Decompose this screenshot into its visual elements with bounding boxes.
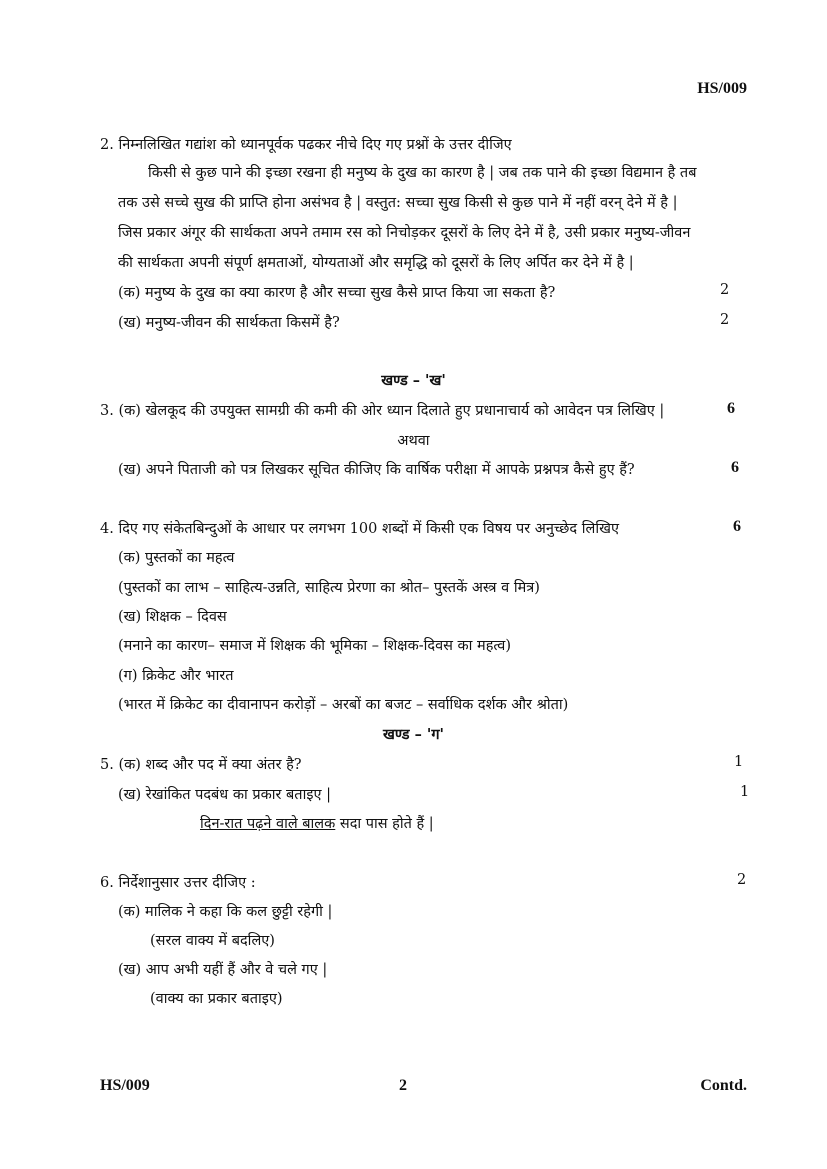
q2-title: 2. निम्नलिखित गद्यांश को ध्यानपूर्वक पढकर नीचे दिए गए प्रश्नों के उत्तर दीजिए (100, 137, 512, 153)
q5-b: (ख) रेखांकित पदबंध का प्रकार बताइए | (118, 787, 331, 803)
q4-item: (ग) क्रिकेट और भारत (118, 668, 234, 684)
q5-a: 5. (क) शब्द और पद में क्या अंतर है? (100, 757, 302, 773)
sentence-rest: सदा पास होते हैं | (335, 816, 434, 832)
q3-b-marks: 6 (731, 459, 739, 476)
q5-b-marks: 1 (740, 784, 750, 800)
q2-b-marks: 2 (720, 312, 730, 328)
q4-marks: 6 (733, 518, 741, 535)
q2-passage-line: तक उसे सच्चे सुख की प्राप्ति होना असंभव है | वस्तुत: सच्चा सुख किसी से कुछ पाने में नहीं वरन् देने में है | (118, 195, 678, 211)
q4-title: 4. दिए गए संकेतबिन्दुओं के आधार पर लगभग 100 शब्दों में किसी एक विषय पर अनुच्छेद लिखिए (100, 521, 619, 537)
q6-a-hint: (सरल वाक्य में बदलिए) (150, 933, 275, 949)
q2-b: (ख) मनुष्य-जीवन की सार्थकता किसमें है? (118, 315, 340, 331)
q2-a-marks: 2 (720, 282, 730, 298)
q2-passage-line: की सार्थकता अपनी संपूर्ण क्षमताओं, योग्यताओं और समृद्धि को दूसरों के लिए अर्पित कर देने में है | (118, 255, 634, 271)
q6-b-hint: (वाक्य का प्रकार बताइए) (150, 991, 283, 1007)
section-kha-heading: खण्ड – 'ख' (381, 372, 446, 389)
section-ga-heading: खण्ड – 'ग' (383, 726, 444, 743)
header-code: HS/009 (697, 80, 747, 97)
q4-item: (मनाने का कारण– समाज में शिक्षक की भूमिका – शिक्षक-दिवस का महत्व) (118, 638, 511, 654)
q6-b: (ख) आप अभी यहीं हैं और वे चले गए | (118, 962, 328, 978)
q4-item: (पुस्तकों का लाभ – साहित्य-उन्नति, साहित्य प्रेरणा का श्रोत– पुस्तकें अस्त्र व मित्र) (118, 580, 540, 596)
q6-marks: 2 (737, 872, 747, 888)
q2-a: (क) मनुष्य के दुख का क्या कारण है और सच्चा सुख कैसे प्राप्त किया जा सकता है? (118, 285, 556, 301)
q2-passage-line: किसी से कुछ पाने की इच्छा रखना ही मनुष्य के दुख का कारण है | जब तक पाने की इच्छा विद्यमान है तब (148, 165, 697, 181)
q5-sentence (200, 813, 434, 833)
q2-passage-line: जिस प्रकार अंगूर की सार्थकता अपने तमाम रस को निचोड़कर दूसरों के लिए देने में है, उसी प्रकार मनुष्य-जीवन (118, 225, 691, 241)
footer-contd: Contd. (700, 1077, 747, 1094)
underlined-phrase: दिन-रात पढ़ने वाले बालक (200, 816, 336, 832)
q4-item: (क) पुस्तकों का महत्व (118, 550, 235, 566)
q6-title: 6. निर्देशानुसार उत्तर दीजिए : (100, 875, 256, 891)
q6-a: (क) मालिक ने कहा कि कल छुट्टी रहेगी | (118, 904, 333, 920)
q3-a: 3. (क) खेलकूद की उपयुक्त सामग्री की कमी की ओर ध्यान दिलाते हुए प्रधानाचार्य को आवेदन पत्र लिखिए | (100, 403, 665, 419)
q5-a-marks: 1 (734, 754, 744, 770)
q3-or: अथवा (397, 433, 430, 449)
q4-item: (ख) शिक्षक – दिवस (118, 609, 227, 625)
q3-a-marks: 6 (727, 400, 735, 417)
q3-b: (ख) अपने पिताजी को पत्र लिखकर सूचित कीजिए कि वार्षिक परीक्षा में आपके प्रश्नपत्र कैसे हुए हैं? (118, 462, 635, 478)
q4-item: (भारत में क्रिकेट का दीवानापन करोड़ों – अरबों का बजट – सर्वाधिक दर्शक और श्रोता) (118, 697, 569, 713)
page-number: 2 (399, 1077, 407, 1094)
footer-code: HS/009 (100, 1077, 150, 1094)
